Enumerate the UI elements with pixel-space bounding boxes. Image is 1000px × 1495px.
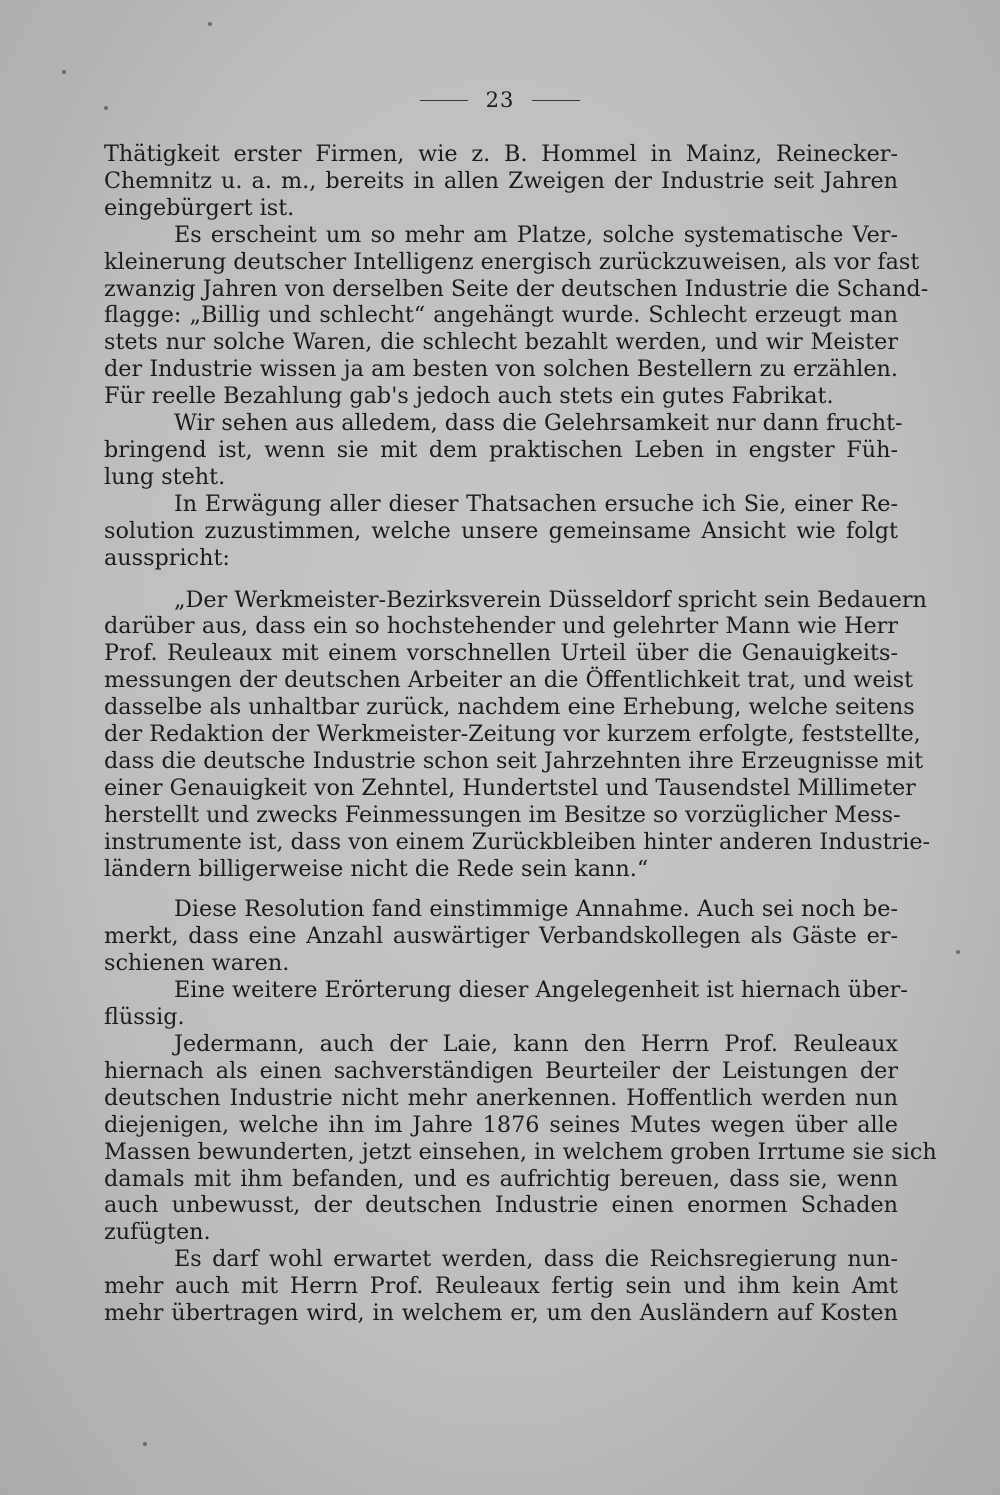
paragraph-6	[104, 977, 908, 1031]
text-line: herstellt und zwecks Feinmessungen im Besitze so vorzüglicher Mess-	[104, 801, 901, 828]
paragraph-5	[104, 896, 898, 977]
text-line: Chemnitz u. a. m., bereits in allen Zweigen der Industrie seit Jahren	[104, 167, 898, 194]
text-line: solution zuzustimmen, welche unsere gemeinsame Ansicht wie folgt	[104, 517, 898, 544]
text-line: mehr auch mit Herrn Prof. Reuleaux fertig sein und ihm kein Amt	[104, 1273, 898, 1300]
text-line: Wir sehen aus alledem, dass die Gelehrsamkeit nur dann frucht-	[174, 410, 903, 437]
text-line: flüssig.	[104, 1004, 185, 1031]
spacer	[104, 882, 898, 896]
text-line: darüber aus, dass ein so hochstehender und gelehrter Mann wie Herr	[104, 613, 898, 640]
text-line: kleinerung deutscher Intelligenz energisch zurückzuweisen, als vor fast	[104, 248, 920, 275]
paper-speck	[956, 950, 960, 954]
text-line: zwanzig Jahren von derselben Seite der deutschen Industrie die Schand-	[104, 275, 929, 302]
paragraph-3	[104, 410, 903, 491]
header-rule-left	[420, 100, 468, 101]
text-line: ausspricht:	[104, 544, 230, 571]
text-line: mehr übertragen wird, in welchem er, um den Ausländern auf Kosten	[104, 1300, 898, 1327]
text-line: instrumente ist, dass von einem Zurückbleiben hinter anderen Industrie-	[104, 828, 931, 855]
header-rule-right	[532, 100, 580, 101]
text-line: dass die deutsche Industrie schon seit Jahrzehnten ihre Erzeugnisse mit	[104, 747, 924, 774]
text-line: merkt, dass eine Anzahl auswärtiger Verbandskollegen als Gäste er-	[104, 923, 898, 950]
text-line: stets nur solche Waren, die schlecht bezahlt werden, und wir Meister	[104, 329, 898, 356]
page-header	[0, 88, 1000, 112]
text-line: ländern billigerweise nicht die Rede sein kann.“	[104, 855, 649, 882]
paper-speck	[62, 70, 66, 74]
text-line: auch unbewusst, der deutschen Industrie einen enormen Schaden	[104, 1192, 898, 1219]
text-line: Thätigkeit erster Firmen, wie z. B. Hommel in Mainz, Reinecker-	[104, 141, 898, 167]
text-line: Eine weitere Erörterung dieser Angelegenheit ist hiernach über-	[174, 977, 908, 1004]
paper-speck	[104, 106, 108, 110]
text-line: diejenigen, welche ihn im Jahre 1876 seines Mutes wegen über alle	[104, 1111, 898, 1138]
paper-speck	[208, 22, 212, 26]
text-line: messungen der deutschen Arbeiter an die Öffentlichkeit trat, und weist	[104, 667, 914, 694]
text-line: „Der Werkmeister-Bezirksverein Düsseldorf spricht sein Bedauern	[174, 586, 927, 613]
body-text	[104, 141, 937, 1327]
text-line: In Erwägung aller dieser Thatsachen ersuche ich Sie, einer Re-	[174, 490, 898, 517]
text-line: Es darf wohl erwartet werden, dass die Reichsregierung nun-	[174, 1246, 898, 1273]
paragraph-8	[104, 1246, 898, 1327]
paragraph-7	[104, 1031, 937, 1246]
text-line: der Redaktion der Werkmeister-Zeitung vor kurzem erfolgte, feststellte,	[104, 721, 921, 748]
text-line: einer Genauigkeit von Zehntel, Hundertstel und Tausendstel Millimeter	[104, 774, 916, 801]
text-line: deutschen Industrie nicht mehr anerkennen. Hoffentlich werden nun	[104, 1084, 898, 1111]
text-line: schienen waren.	[104, 950, 290, 977]
text-line: hiernach als einen sachverständigen Beurteiler der Leistungen der	[104, 1057, 898, 1084]
paragraph-1	[104, 141, 898, 222]
page-number: 23	[485, 88, 515, 112]
text-line: bringend ist, wenn sie mit dem praktischen Leben in engster Füh-	[104, 436, 898, 463]
text-line: Prof. Reuleaux mit einem vorschnellen Urteil über die Genauigkeits-	[104, 640, 898, 667]
text-line: eingebürgert ist.	[104, 194, 295, 221]
spacer	[104, 572, 898, 587]
paper-speck	[143, 1442, 147, 1446]
text-line: Diese Resolution fand einstimmige Annahme. Auch sei noch be-	[174, 896, 898, 923]
text-line: Es erscheint um so mehr am Platze, solche systematische Ver-	[174, 221, 898, 248]
paragraph-2	[104, 221, 929, 410]
text-line: lung steht.	[104, 463, 226, 490]
text-line: damals mit ihm befanden, und es aufrichtig bereuen, dass sie, wenn	[104, 1165, 898, 1192]
text-line: Massen bewunderten, jetzt einsehen, in welchem groben Irrtume sie sich	[104, 1138, 937, 1165]
text-line: Für reelle Bezahlung gab's jedoch auch stets ein gutes Fabrikat.	[104, 383, 834, 410]
text-line: flagge: „Billig und schlecht“ angehängt wurde. Schlecht erzeugt man	[104, 302, 898, 329]
text-line: zufügten.	[104, 1219, 211, 1246]
paragraph-4	[104, 491, 898, 572]
text-line: dasselbe als unhaltbar zurück, nachdem eine Erhebung, welche seitens	[104, 694, 915, 721]
text-line: der Industrie wissen ja am besten von solchen Bestellern zu erzählen.	[104, 356, 898, 383]
resolution-quote	[104, 586, 931, 883]
text-line: Jedermann, auch der Laie, kann den Herrn Prof. Reuleaux	[174, 1031, 898, 1057]
